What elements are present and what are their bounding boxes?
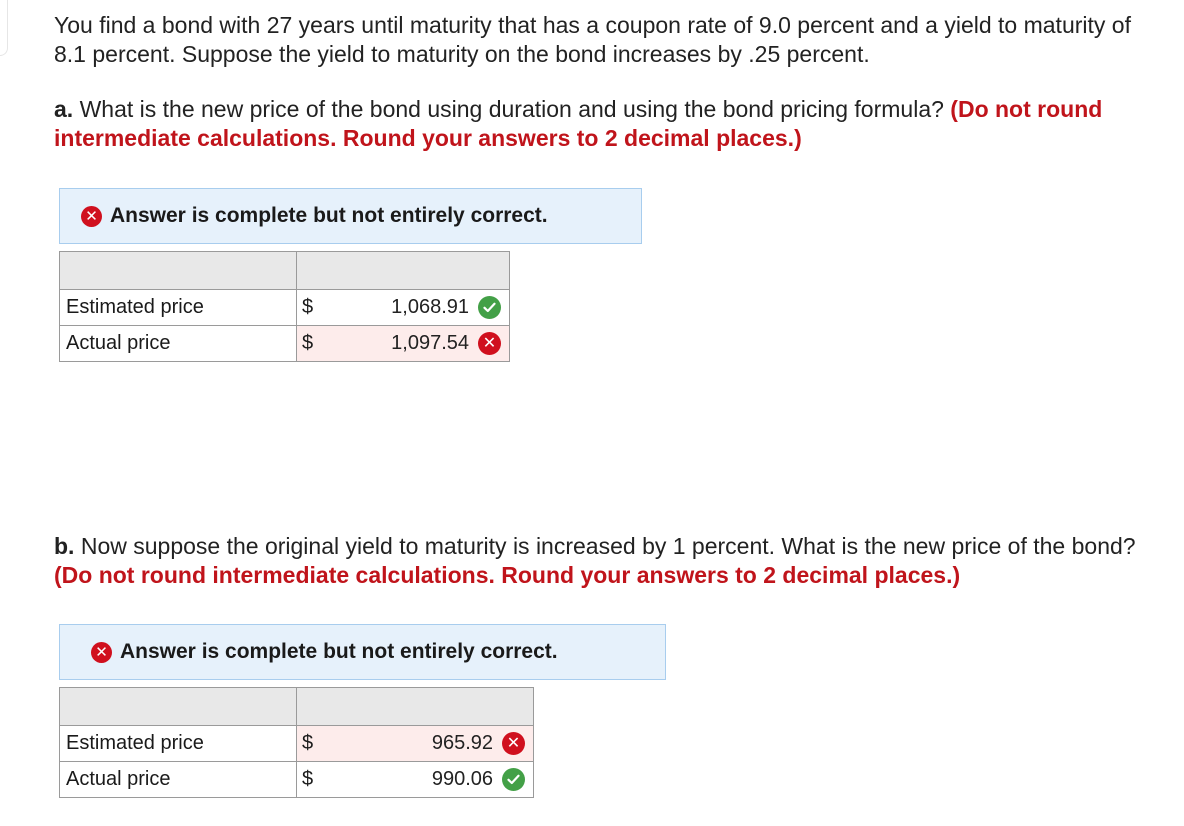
check-circle-icon: [478, 296, 501, 319]
part-a-answer-table: [59, 251, 510, 362]
part-a-result-banner: [59, 188, 642, 244]
answer-value: 1,068.91: [391, 296, 469, 318]
x-circle-icon: ✕: [81, 206, 102, 227]
answer-value: 1,097.54: [391, 332, 469, 354]
answer-input-cell[interactable]: [297, 726, 534, 762]
row-label: Estimated price: [60, 290, 297, 326]
table-header-row: [60, 688, 534, 726]
x-circle-icon: ✕: [502, 732, 525, 755]
currency-symbol: $: [302, 768, 314, 790]
part-b-prompt: Now suppose the original yield to maturity is increased by 1 percent. What is the new price of the bond?: [80, 533, 1136, 559]
answer-value: 965.92: [431, 732, 493, 754]
table-row: [60, 326, 510, 362]
row-label: Actual price: [60, 762, 297, 798]
header-cell: [297, 688, 534, 726]
part-b-banner-text: Answer is complete but not entirely correct.: [120, 640, 558, 663]
table-header-row: [60, 252, 510, 290]
table-row: [60, 290, 510, 326]
part-a-instruction: (Do not round intermediate calculations. Round your answers to 2 decimal places.): [54, 96, 1103, 151]
currency-symbol: $: [302, 296, 314, 318]
x-circle-icon: ✕: [91, 642, 112, 663]
part-a-question: [54, 95, 1154, 153]
part-a-prompt: What is the new price of the bond using duration and using the bond pricing formula?: [79, 96, 944, 122]
table-row: [60, 726, 534, 762]
part-b-instruction: (Do not round intermediate calculations. Round your answers to 2 decimal places.): [54, 562, 961, 588]
part-b-result-banner: [59, 624, 666, 680]
header-cell: [297, 252, 510, 290]
part-a-banner-text: Answer is complete but not entirely correct.: [110, 204, 548, 227]
left-edge-tab: [0, 0, 8, 56]
row-label: Estimated price: [60, 726, 297, 762]
answer-value: 990.06: [431, 768, 493, 790]
part-a-label: a.: [54, 96, 74, 122]
currency-symbol: $: [302, 332, 314, 354]
answer-input-cell[interactable]: [297, 326, 510, 362]
part-b-label: b.: [54, 533, 75, 559]
header-cell: [60, 252, 297, 290]
x-circle-icon: ✕: [478, 332, 501, 355]
header-cell: [60, 688, 297, 726]
answer-input-cell[interactable]: [297, 762, 534, 798]
table-row: [60, 762, 534, 798]
question-intro: You find a bond with 27 years until maturity that has a coupon rate of 9.0 percent and a yield to maturity of 8.1 percent. Suppose the yield to maturity on the bond increases by .25 percent.: [54, 12, 1131, 67]
answer-input-cell[interactable]: [297, 290, 510, 326]
row-label: Actual price: [60, 326, 297, 362]
part-b-question: [54, 532, 1154, 590]
check-circle-icon: [502, 768, 525, 791]
part-b-answer-table: [59, 687, 534, 798]
currency-symbol: $: [302, 732, 314, 754]
